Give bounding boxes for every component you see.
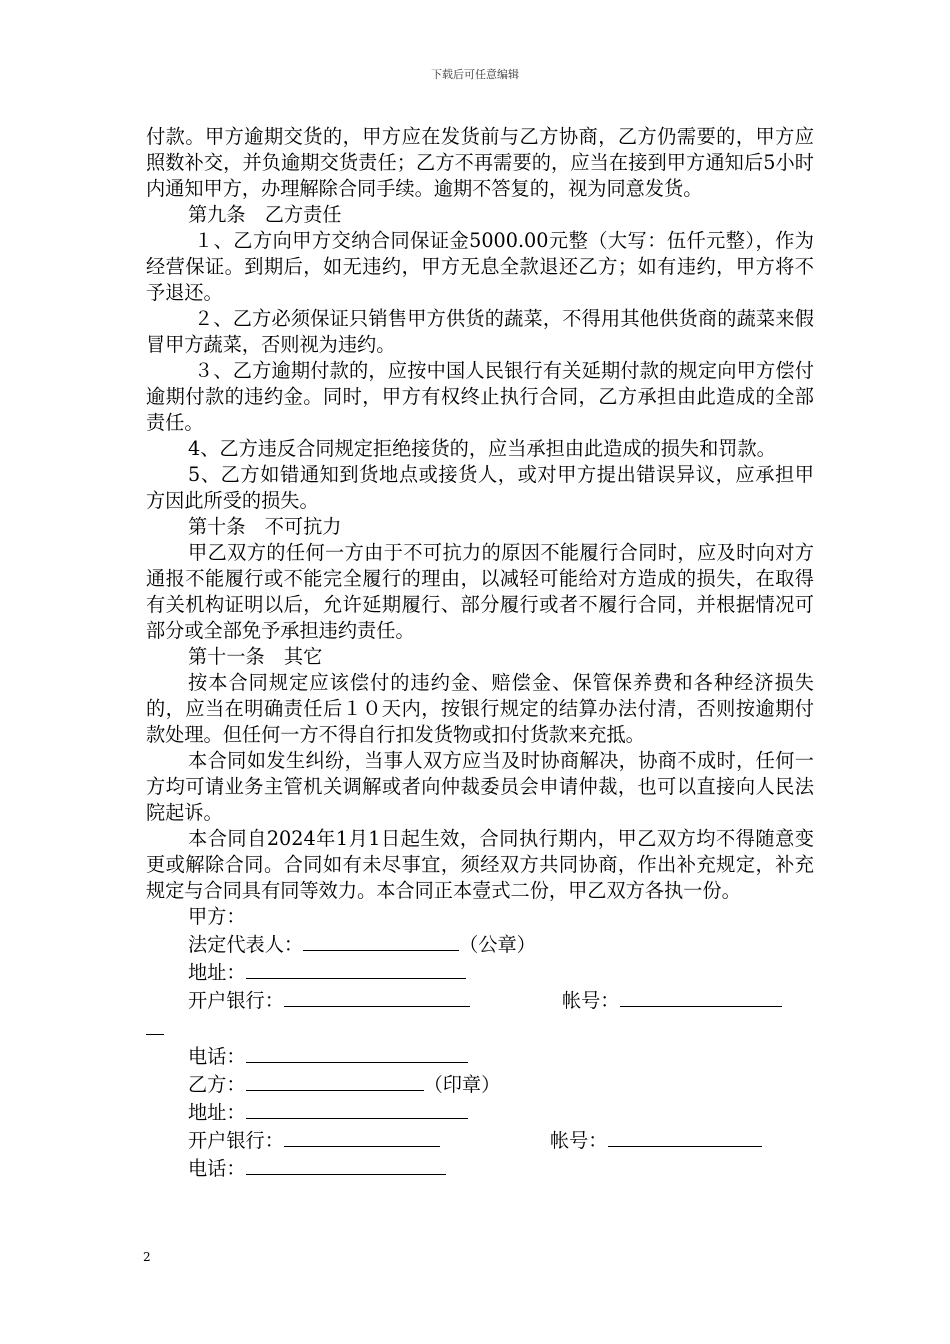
article-10-text: 甲乙双方的任何一方由于不可抗力的原因不能履行合同时，应及时向对方通报不能履行或不能完全履行的理由，以减轻可能给对方造成的损失，在取得有关机构证明以后，允许延期履行、部分履行或者不履行合同，并根据情况可部分或全部免予承担违约责任。 — [146, 541, 814, 642]
account-a-label: 帐号： — [561, 989, 620, 1012]
account-b-label: 帐号： — [549, 1129, 608, 1152]
phone-a-blank — [246, 1042, 468, 1063]
party-a-line — [146, 904, 814, 930]
bank-b-blank — [284, 1126, 440, 1147]
address-b-line — [146, 1098, 814, 1126]
bank-b-label: 开户银行： — [188, 1129, 284, 1152]
address-b-blank — [246, 1098, 468, 1119]
article-11-heading: 第十一条 其它 — [188, 645, 323, 668]
article-11-text-1: 按本合同规定应该偿付的违约金、赔偿金、保管保养费和各种经济损失的，应当在明确责任后１０天内，按银行规定的结算办法付清，否则按逾期付款处理。但任何一方不得自行扣发货物或扣付货款来充抵。 — [146, 671, 814, 746]
address-b-label: 地址： — [188, 1101, 246, 1124]
page-header: 下载后可任意编辑 — [431, 68, 519, 81]
phone-a-label: 电话： — [188, 1045, 246, 1068]
address-a-line — [146, 958, 814, 986]
paragraph-payment: 付款。甲方逾期交货的，甲方应在发货前与乙方协商，乙方仍需要的，甲方应照数补交，并负逾期交货责任；乙方不再需要的，应当在接到甲方通知后5小时内通知甲方，办理解除合同手续。逾期不答复的，视为同意发货。 — [146, 125, 814, 200]
contract-body — [146, 124, 814, 1182]
party-a-label: 甲方： — [188, 905, 246, 928]
phone-b-blank — [246, 1154, 446, 1175]
party-b-label: 乙方： — [188, 1073, 246, 1096]
article-11-text-2: 本合同如发生纠纷，当事人双方应当及时协商解决，协商不成时，任何一方均可请业务主管机关调解或者向仲裁委员会申请仲裁，也可以直接向人民法院起诉。 — [146, 749, 814, 824]
article-9-heading: 第九条 乙方责任 — [188, 203, 342, 226]
bank-b-line — [146, 1126, 814, 1154]
phone-b-line — [146, 1154, 814, 1182]
party-b-blank — [246, 1070, 424, 1091]
bank-a-label: 开户银行： — [188, 989, 284, 1012]
party-b-line — [146, 1070, 814, 1098]
seal-b-label: （印章） — [423, 1073, 501, 1096]
address-a-label: 地址： — [188, 961, 246, 984]
signature-block — [146, 904, 814, 1182]
article-9-item-4: 4、乙方违反合同规定拒绝接货的，应当承担由此造成的损失和罚款。 — [188, 437, 776, 460]
legal-rep-line — [146, 930, 814, 958]
article-9-item-2: ２、乙方必须保证只销售甲方供货的蔬菜，不得用其他供货商的蔬菜来假冒甲方蔬菜，否则视为违约。 — [146, 307, 814, 356]
account-a-overflow-line — [146, 1014, 814, 1042]
bank-a-blank — [284, 986, 470, 1007]
article-9-item-3: ３、乙方逾期付款的，应按中国人民银行有关延期付款的规定向甲方偿付逾期付款的违约金。同时，甲方有权终止执行合同，乙方承担由此造成的全部责任。 — [146, 359, 814, 434]
phone-b-label: 电话： — [188, 1157, 246, 1180]
legal-rep-label: 法定代表人： — [188, 933, 304, 956]
account-a-blank-overflow — [146, 1014, 164, 1035]
legal-rep-blank — [303, 930, 459, 951]
article-9-item-5: 5、乙方如错通知到货地点或接货人，或对甲方提出错误异议，应承担甲方因此所受的损失。 — [146, 463, 814, 512]
article-10-heading: 第十条 不可抗力 — [188, 515, 342, 538]
bank-a-line — [146, 986, 814, 1014]
address-a-blank — [246, 958, 466, 979]
seal-a-label: （公章） — [459, 933, 536, 956]
article-11-text-3: 本合同自2024年1月1日起生效，合同执行期内，甲乙双方均不得随意变更或解除合同。合同如有未尽事宜，须经双方共同协商，作出补充规定，补充规定与合同具有同等效力。本合同正本壹式二份，甲乙双方各执一份。 — [146, 827, 814, 902]
account-b-blank — [608, 1126, 762, 1147]
phone-a-line — [146, 1042, 814, 1070]
page-number: 2 — [143, 1250, 151, 1264]
article-9-item-1: １、乙方向甲方交纳合同保证金5000.00元整（大写：伍仟元整），作为经营保证。到期后，如无违约，甲方无息全款退还乙方；如有违约，甲方将不予退还。 — [146, 229, 814, 304]
account-a-blank — [620, 986, 782, 1007]
